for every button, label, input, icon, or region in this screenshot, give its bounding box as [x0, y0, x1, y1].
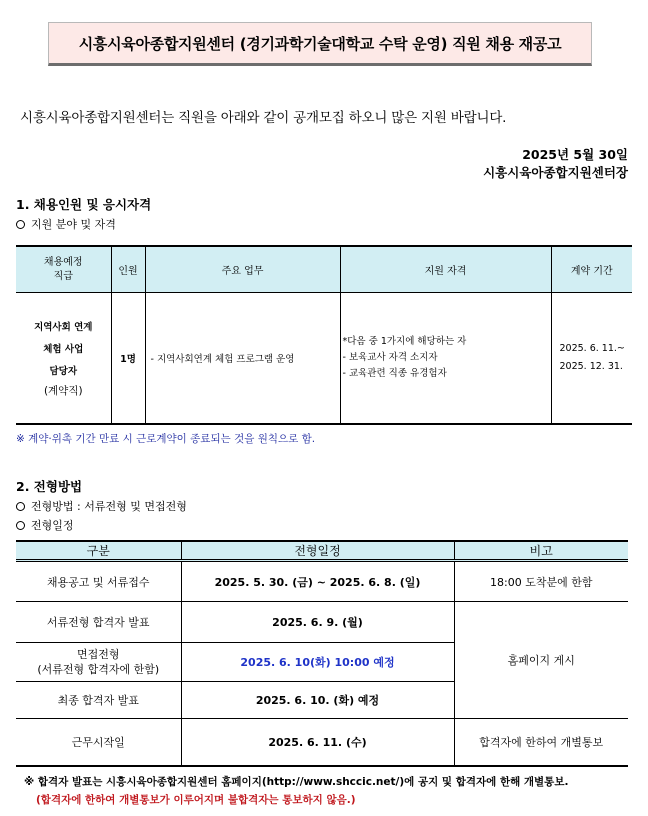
category-cell: 서류전형 합격자 발표	[16, 602, 181, 643]
schedule-table	[16, 540, 628, 767]
remarks-cell: 홈페이지 게시	[454, 602, 628, 719]
notification-note: (합격자에 한하여 개별통보가 이루어지며 불합격자는 통보하지 않음.)	[36, 794, 356, 806]
category-cell: 근무시작일	[16, 719, 181, 766]
schedule-cell: 2025. 6. 9. (월)	[181, 602, 454, 643]
organization-name: 시흥시육아종합지원센터장	[483, 165, 628, 180]
position-cell: 지역사회 연계 체험 사업 담당자 (계약직)	[16, 293, 111, 425]
page-title: 시흥시육아종합지원센터 (경기과학기술대학교 수탁 운영) 직원 채용 재공고	[48, 22, 592, 66]
announcement-note: ※ 합격자 발표는 시흥시육아종합지원센터 홈페이지(http://www.shccic.net/)에 공지 및 합격자에 한해 개별통보.	[24, 776, 569, 788]
qualification-cell: *다음 중 1가지에 해당하는 자 - 보육교사 자격 소지자 - 교육관련 직종 유경험자	[340, 293, 551, 425]
table-row	[16, 719, 628, 766]
header-count: 인원	[111, 246, 145, 293]
intro-text: 시흥시육아종합지원센터는 직원을 아래와 같이 공개모집 하오니 많은 지원 바랍니다.	[20, 110, 507, 126]
header-position: 채용예정 직급	[16, 246, 111, 293]
circle-bullet-icon	[16, 502, 25, 511]
remarks-cell: 18:00 도착분에 한함	[454, 561, 628, 602]
remarks-cell: 합격자에 한하여 개별통보	[454, 719, 628, 766]
header-duty: 주요 업무	[145, 246, 340, 293]
period-cell: 2025. 6. 11.~ 2025. 12. 31.	[551, 293, 632, 425]
contract-note: ※ 계약·위촉 기간 만료 시 근로계약이 종료되는 것을 원칙으로 함.	[16, 433, 316, 445]
schedule-cell: 2025. 6. 10(화) 10:00 예정	[181, 643, 454, 682]
category-cell: 채용공고 및 서류접수	[16, 561, 181, 602]
category-cell: 면접전형 (서류전형 합격자에 한함)	[16, 643, 181, 682]
header-remarks: 비고	[454, 541, 628, 561]
method-item	[16, 498, 187, 514]
duty-cell: - 지역사회연계 체험 프로그램 운영	[145, 293, 340, 425]
section1-sub	[16, 216, 116, 232]
header-period: 계약 기간	[551, 246, 632, 293]
count-cell: 1명	[111, 293, 145, 425]
header-schedule: 전형일정	[181, 541, 454, 561]
section1-heading: 1. 채용인원 및 응시자격	[16, 197, 152, 212]
schedule-cell: 2025. 5. 30. (금) ~ 2025. 6. 8. (일)	[181, 561, 454, 602]
circle-bullet-icon	[16, 220, 25, 229]
recruitment-table	[16, 245, 632, 425]
table-row	[16, 602, 628, 643]
schedule-cell: 2025. 6. 11. (수)	[181, 719, 454, 766]
table-row	[16, 561, 628, 602]
schedule-label: 전형일정	[31, 519, 74, 532]
method-label: 전형방법 : 서류전형 및 면접전형	[31, 500, 187, 513]
notice-date: 2025년 5월 30일	[522, 147, 628, 162]
schedule-item	[16, 517, 74, 533]
section2-heading: 2. 전형방법	[16, 479, 83, 494]
schedule-cell: 2025. 6. 10. (화) 예정	[181, 682, 454, 719]
section1-sub-label: 지원 분야 및 자격	[31, 218, 116, 231]
header-category: 구분	[16, 541, 181, 561]
footer-note	[24, 773, 568, 809]
circle-bullet-icon	[16, 521, 25, 530]
category-cell: 최종 합격자 발표	[16, 682, 181, 719]
header-qualification: 지원 자격	[340, 246, 551, 293]
